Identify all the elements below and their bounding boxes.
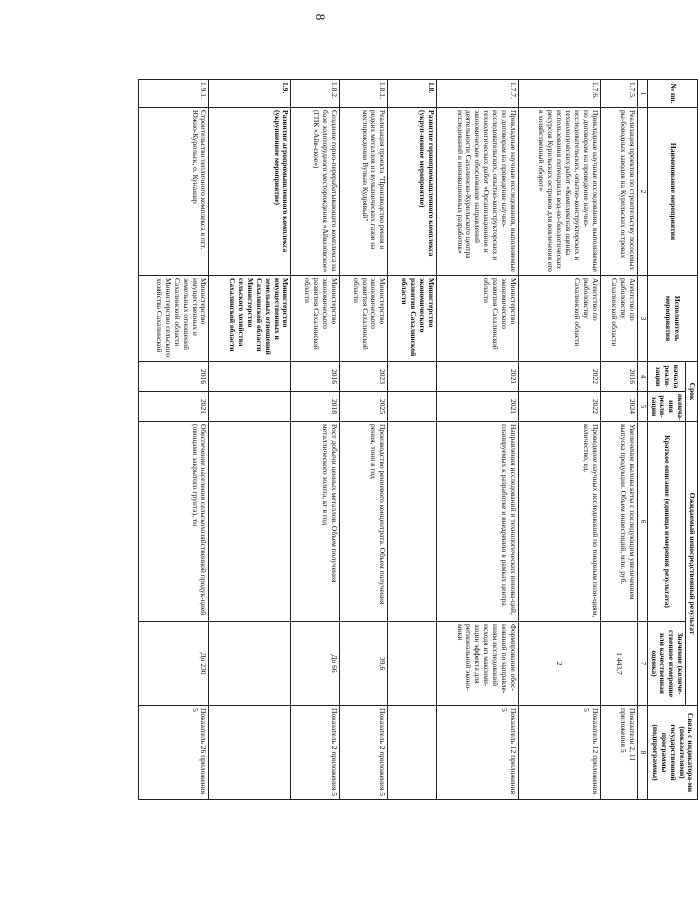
- column-number: 5: [637, 392, 647, 422]
- row-name: Реализация проекта "Производство рения и редких металлов из вулканических газов на месторождении Вулкан Кудрявый": [339, 108, 387, 276]
- row-start: 2023: [339, 362, 387, 392]
- row-end: 2018: [291, 392, 339, 422]
- table-row: [138, 80, 209, 800]
- table-row: [600, 80, 637, 800]
- column-number: 6: [637, 422, 647, 622]
- column-number: 3: [637, 276, 647, 362]
- column-number: 4: [637, 362, 647, 392]
- row-name: Строительство тепличного комплекса в пгт. Южно-Курильск, о. Кунашир: [138, 108, 209, 276]
- row-link: [388, 706, 436, 800]
- row-executor: Министерство экономического развития Сахалинской области: [388, 276, 436, 362]
- table-row: [291, 80, 339, 800]
- row-desc: Увеличение вылова кеты с последующим увеличением выпуска продукции. Объем инвестиций, млн. руб.: [600, 422, 637, 622]
- row-num: 1.7.7.: [436, 80, 518, 108]
- row-executor: Министерство экономического развития Сахалинской области: [436, 276, 518, 362]
- row-num: 1.9.: [209, 80, 291, 108]
- header-name: Наименование мероприятия: [647, 108, 697, 276]
- row-desc: Рост добычи ценных металлов. Объем получения металлического золота, кг в год: [291, 422, 339, 622]
- measures-table: [138, 79, 698, 800]
- header-link: Связь с индикатора-ми (показателями) государственной программы (подпрограммы): [647, 706, 697, 800]
- header-term: Срок: [686, 362, 698, 422]
- row-link: Показатель 12 приложения 5: [518, 706, 600, 800]
- row-executor: Агентство по рыболовству Сахалинской области: [518, 276, 600, 362]
- row-desc: [209, 422, 291, 622]
- row-start: [209, 362, 291, 392]
- row-link: Показатель 26 приложения 5: [138, 706, 209, 800]
- row-value: До 66: [291, 622, 339, 706]
- row-num: 1.8.1.: [339, 80, 387, 108]
- row-name: Прикладные научные исследования, выполняемые по договорам на проведение научно-исследовательских, опытно-конструкторских и технологических работ «Организационное и экономическое обоснование направлений деятельности Сахалинско-Курильского центра исследований и инновационных разработок»: [436, 108, 518, 276]
- row-name: Реализация проектов по строительству лососевых ры-боводных заводов на Курильских островах: [600, 108, 637, 276]
- header-result-value: Значение (количе-ственное измерение или качественная оценка): [647, 622, 685, 706]
- row-num: 1.9.1.: [138, 80, 209, 108]
- row-executor: Министерство имущественных и земельных отношений Сахалинской области Министерство сельского хозяйства Сахалинской области: [209, 276, 291, 362]
- row-start: 2021: [436, 362, 518, 392]
- row-desc: Проведение научных исследований по товарным пози-циям, количество, ед.: [518, 422, 600, 622]
- row-start: 2016: [138, 362, 209, 392]
- row-end: 2022: [518, 392, 600, 422]
- row-value: 39,6: [339, 622, 387, 706]
- row-num: 1.8.2.: [291, 80, 339, 108]
- row-link: Показатель 2 приложения 5: [291, 706, 339, 800]
- row-value: 2: [518, 622, 600, 706]
- row-executor: Министерство имущественных и земельных отношений Сахалинской области Министерство сельского хозяйства Сахалинской: [138, 276, 209, 362]
- header-result: Ожидаемый непосредственный результат: [686, 422, 698, 706]
- row-executor: Министерство экономического развития Сахалинской области: [291, 276, 339, 362]
- row-desc: Обеспечение населения сельскохозяйственной продук-цией (овощами закрытого грунта), тн: [138, 422, 209, 622]
- row-num: 1.8.: [388, 80, 436, 108]
- row-end: 2025: [339, 392, 387, 422]
- row-end: 2024: [600, 392, 637, 422]
- header-executor: Исполнитель мероприятия: [647, 276, 697, 362]
- row-desc: [388, 422, 436, 622]
- row-link: Показатель 2 приложения 5: [339, 706, 387, 800]
- row-value: [209, 622, 291, 706]
- row-end: [209, 392, 291, 422]
- row-end: [388, 392, 436, 422]
- row-value: 1 443,7: [600, 622, 637, 706]
- table-row: [388, 80, 436, 800]
- header-term-start: начала реали-зации: [647, 362, 685, 392]
- row-value: [388, 622, 436, 706]
- row-start: [388, 362, 436, 392]
- row-name: Развитие агропромышленного комплекса (укрупненное мероприятие): [209, 108, 291, 276]
- row-name: Развитие горнопромышленного комплекса (укруп-ненное мероприятие): [388, 108, 436, 276]
- row-name: Создание горно-перерабатывающего комплекса на базе золоторудного месторождения «Айвазовское» (ГПК «Айв-ское»): [291, 108, 339, 276]
- row-start: 2016: [291, 362, 339, 392]
- row-name: Прикладные научные исследования, выполняемые по договорам на проведение научно-исследовательских, опытно-конструкторских и технологических работ «Комплексная оценка использования потенциала вод-но-биологических ресурсов Курильских островов для вовлечения его в хозяйственный оборот»: [518, 108, 600, 276]
- row-num: 1.7.5.: [600, 80, 637, 108]
- header-result-desc: Краткое описание (единица измерения результата): [647, 422, 685, 622]
- row-link: Показатель 12 приложения 5: [436, 706, 518, 800]
- column-number: 8: [637, 706, 647, 800]
- table-row: [518, 80, 600, 800]
- row-executor: Агентство по рыболовству Сахалинской области: [600, 276, 637, 362]
- column-number: 1: [637, 80, 647, 108]
- page-number: 8: [313, 13, 328, 21]
- row-num: 1.7.6.: [518, 80, 600, 108]
- row-link: [209, 706, 291, 800]
- row-start: 2016: [600, 362, 637, 392]
- header-term-end: оконча-ния реали-зации: [647, 392, 685, 422]
- row-end: 2021: [138, 392, 209, 422]
- rotated-table-wrapper: [155, 79, 698, 799]
- table-row: [209, 80, 291, 800]
- table-row: [436, 80, 518, 800]
- row-end: 2021: [436, 392, 518, 422]
- row-desc: Производство рениевого концентрата. Объем получения рения, тонн в год: [339, 422, 387, 622]
- row-link: Показатели 2, 11 приложения 5: [600, 706, 637, 800]
- header-num: № пп.: [647, 80, 697, 108]
- table-row: [339, 80, 387, 800]
- row-value: Формирование обос-нований по направле-ниям исследований исходя из максими-зации эффекта для региональной эконо-мики: [436, 622, 518, 706]
- row-value: До 230: [138, 622, 209, 706]
- row-desc: Направления исследований и технологических иннова-ций, планируемых к разработке и внедрению в рамках центра: [436, 422, 518, 622]
- row-executor: Министерство экономического развития Сахалинской области: [339, 276, 387, 362]
- column-number: 2: [637, 108, 647, 276]
- row-start: 2022: [518, 362, 600, 392]
- column-number: 7: [637, 622, 647, 706]
